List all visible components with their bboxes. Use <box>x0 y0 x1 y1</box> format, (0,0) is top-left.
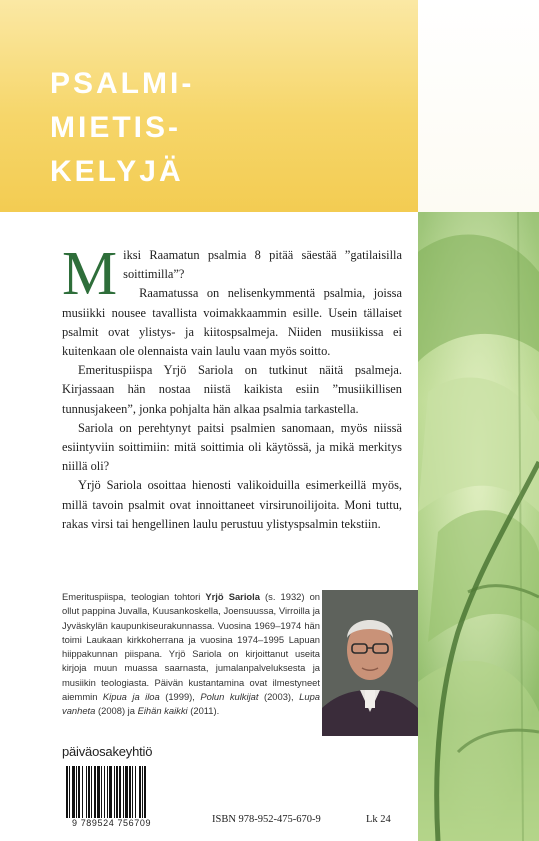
leaf-photo <box>418 212 539 841</box>
barcode-bar <box>82 766 83 818</box>
book-title-1: Kipua ja iloa <box>102 691 160 703</box>
book-title-3: Lupa vanheta <box>62 691 320 717</box>
author-photo <box>322 590 418 736</box>
barcode-bar <box>69 766 70 818</box>
barcode-bar <box>123 766 124 818</box>
leaf-illustration <box>418 212 539 841</box>
blurb-paragraph-3: Emerituspiispa Yrjö Sariola on tutkinut näitä psalmeja. Kirjassaan hän nostaa niistä kaikista esiin ”musiikillisen tunnusjakeen”, jonka pohjalta hän alkaa psalmia tarkastella. <box>62 363 402 416</box>
author-name: Yrjö Sariola <box>205 591 260 602</box>
barcode-bar <box>114 766 115 818</box>
publisher-suffix: osakeyhtiö <box>92 744 153 759</box>
blurb-paragraph-1 <box>62 240 402 308</box>
title-line-2: MIETIS- <box>50 111 181 144</box>
title-band-right <box>418 0 539 212</box>
barcode-bar <box>94 766 96 818</box>
bio-separator-3: (2008) ja <box>95 705 138 717</box>
barcode-bar <box>116 766 118 818</box>
barcode-bar <box>78 766 80 818</box>
barcode-bar <box>91 766 92 818</box>
drop-cap: M <box>62 240 118 308</box>
barcode-bar <box>139 766 141 818</box>
barcode-bar <box>88 766 90 818</box>
barcode-bar <box>104 766 105 818</box>
barcode-bar <box>97 766 100 818</box>
library-classification: Lk 24 <box>366 814 391 825</box>
book-title <box>50 62 250 194</box>
barcode-bar <box>66 766 68 818</box>
book-title-2: Polun kulkijat <box>200 691 259 703</box>
barcode-bar <box>142 766 143 818</box>
blurb-paragraph-2: Raamatussa on nelisenkymmentä psalmia, joissa musiikki nousee tavallista voimakkaammin esille. Usein tällaiset psalmit ovat ylistys- ja kiitospsalmeja. Niiden musiikissa ei kuitenkaan ole olennaista vain laulu vaan myös soitto. <box>62 286 402 359</box>
author-bio-text: (s. 1932) on ollut pappina Juvalla, Kuusankoskella, Joensuussa, Virroilla ja Jyväskylän kaupunkiseurakunnassa. Vuosina 1969–1974 hän toimi Laukaan kirkkoherrana ja vuosina 1974–1995 Lapuan hiippakunnan piispana. Yrjö Sariola on kirjoittanut useita kirjoja muun muassa saarnasta, jumalanpalveluksesta ja musiikin teologiasta. Päivän kustantamina ovat ilmestyneet aiemmin <box>62 591 321 703</box>
barcode-bars <box>62 766 180 818</box>
blurb-paragraph-4: Sariola on perehtynyt paitsi psalmien sanomaan, myös niissä esiintyviin soittimiin: mitä soittimia oli käytössä, ja mikä merkitys niillä oli? <box>62 420 402 474</box>
barcode-bar <box>76 766 77 818</box>
barcode-bar <box>86 766 87 818</box>
barcode-bar <box>132 766 133 818</box>
barcode-bar <box>107 766 108 818</box>
bio-separator-1: (1999), <box>159 691 201 703</box>
author-bio <box>62 590 320 719</box>
barcode-bar <box>101 766 102 818</box>
title-line-1: PSALMI- <box>50 67 195 100</box>
blurb-paragraph-5: Yrjö Sariola osoittaa hienosti valikoiduilla esimerkeillä myös, millä tavoin psalmit ovat innoittaneet virsirunoilijoita. Moni tuttu, rakas virsi tai hengellinen laulu perustuu ylistyspsalmin tekstiin. <box>62 478 402 531</box>
barcode-bar <box>119 766 121 818</box>
blurb-paragraph-1-text: iksi Raamatun psalmia 8 pitää säestää ”gatilaisilla soittimilla”? <box>123 248 402 282</box>
bio-separator-2: (2003), <box>258 691 300 703</box>
bio-separator-4: (2011). <box>187 705 220 717</box>
barcode-bar <box>129 766 131 818</box>
barcode-number: 9 789524 756709 <box>72 818 152 828</box>
barcode-bar <box>125 766 128 818</box>
book-title-4: Eihän kaikki <box>137 705 188 717</box>
title-line-3: KELYJÄ <box>50 155 184 188</box>
isbn: ISBN 978-952-475-670-9 <box>212 814 321 825</box>
publisher-prefix: päivä <box>62 744 93 759</box>
barcode-bar <box>144 766 146 818</box>
barcode-bar <box>135 766 136 818</box>
publisher-logo <box>62 744 152 759</box>
blurb <box>62 240 402 534</box>
author-portrait <box>322 590 418 736</box>
barcode-bar <box>109 766 112 818</box>
barcode-bar <box>72 766 75 818</box>
author-bio-intro: Emerituspiispa, teologian tohtori <box>62 591 206 602</box>
